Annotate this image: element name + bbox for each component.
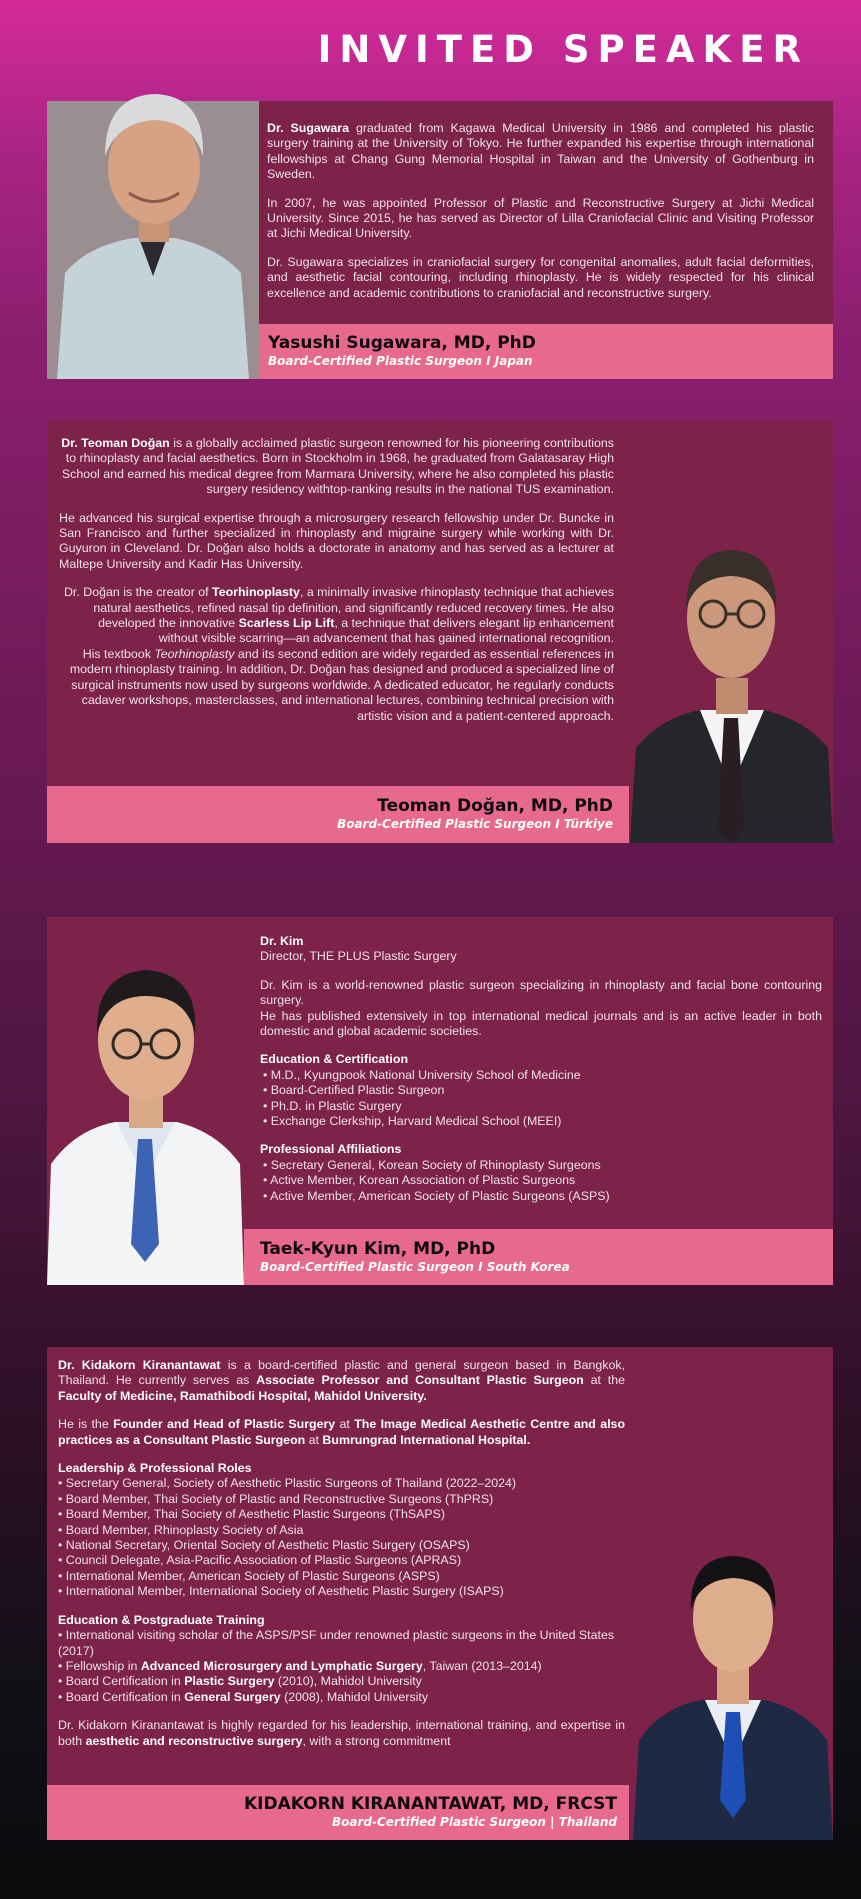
speaker-credential: Board-Certified Plastic Surgeon I Türkiye [337,817,613,831]
section-heading: Education & Postgraduate Training [58,1612,265,1627]
speaker-name: Taek-Kyun Kim, MD, PhD [260,1239,496,1259]
list-item: • Active Member, American Society of Plastic Surgeons (ASPS) [263,1189,822,1204]
list-item: • Board-Certified Plastic Surgeon [263,1083,822,1098]
bio-paragraph: In 2007, he was appointed Professor of Plastic and Reconstructive Surgery at Jichi Medical University. Since 2015, he has served as Director of Lilla Craniofacial Clinic and Visiting Professor at Jichi Medical University. [267,195,814,241]
list-item: • Board Member, Rhinoplasty Society of Asia [58,1523,625,1538]
education-list [260,1068,822,1130]
list-item: • Fellowship in Advanced Microsurgery and Lymphatic Surgery, Taiwan (2013–2014) [58,1659,625,1674]
list-item: • Board Member, Thai Society of Plastic and Reconstructive Surgeons (ThPRS) [58,1492,625,1507]
bio-paragraph: Dr. Kidakorn Kiranantawat is a board-certified plastic and general surgeon based in Bangkok, Thailand. He currently serves as Associate Professor and Consultant Plastic Surgeon at the Faculty of Medicine, Ramathibodi Hospital, Mahidol University. [58,1358,626,1403]
list-item: • Board Certification in General Surgery (2008), Mahidol University [58,1690,625,1705]
affiliation-list [260,1158,822,1204]
list-item: • Secretary General, Korean Society of Rhinoplasty Surgeons [263,1158,822,1173]
bio-paragraph: His textbook Teorhinoplasty and its second edition are widely regarded as essential references in modern rhinoplasty training. In addition, Dr. Doğan has designed and produced a specialized line of surgical instruments now used by surgeons worldwide. A dedicated educator, he regularly conducts cadaver workshops, masterclasses, and international lectures, combining technical precision with artistic vision and a patient-centered approach. [69,646,614,723]
list-item: • Exchange Clerkship, Harvard Medical School (MEEI) [263,1114,822,1129]
speaker-name: KIDAKORN KIRANANTAWAT, MD, FRCST [243,1794,617,1814]
speaker-photo-kim [47,944,244,1285]
speaker-bio-kim [260,934,822,1204]
section-heading: Professional Affiliations [260,1142,402,1157]
bio-paragraph: He advanced his surgical expertise through a microsurgery research fellowship under Dr. Buncke in San Francisco and further specialized in rhinoplasty and migraine surgery while working with Dr. Guyuron in Cleveland. Dr. Doğan also holds a doctorate in anatomy and has served as a lecturer at Maltepe University and Kadir Has University. [59,510,614,571]
bio-role: Director, THE PLUS Plastic Surgery [260,949,457,964]
speaker-name: Teoman Doğan, MD, PhD [377,796,613,816]
list-item: • Active Member, Korean Association of Plastic Surgeons [263,1173,822,1188]
speaker-credential: Board-Certified Plastic Surgeon | Thailand [332,1815,617,1829]
bio-paragraph: Dr. Sugawara graduated from Kagawa Medical University in 1986 and completed his plastic surgery training at the University of Tokyo. He further expanded his expertise through international fellowships at Chang Gung Memorial Hospital in Taiwan and the University of Gothenburg in Sweden. [267,121,815,182]
section-heading: Education & Certification [260,1052,409,1067]
list-item: • International Member, International Society of Aesthetic Plastic Surgery (ISAPS) [58,1584,625,1599]
bio-paragraph: Dr. Kidakorn Kiranantawat is highly regarded for his leadership, international training, and expertise in both aesthetic and reconstructive surgery, with a strong commitment [58,1718,625,1748]
list-item: • Secretary General, Society of Aesthetic Plastic Surgeons of Thailand (2022–2024) [58,1476,625,1491]
speaker-bio-kiranantawat [58,1358,625,1762]
section-heading: Leadership & Professional Roles [58,1461,252,1476]
speaker-credential: Board-Certified Plastic Surgeon I South Korea [260,1260,570,1274]
leadership-list [58,1476,625,1599]
bio-paragraph: Dr. Sugawara specializes in craniofacial surgery for congenital anomalies, adult facial deformities, and aesthetic facial contouring, including rhinoplasty. He is widely respected for his clinical excellence and academic contributions to craniofacial and reconstructive surgery. [267,254,814,300]
education-list [58,1628,625,1705]
list-item: • Council Delegate, Asia-Pacific Association of Plastic Surgeons (APRAS) [58,1553,625,1568]
list-item: • International visiting scholar of the ASPS/PSF under renowned plastic surgeons in the United States (2017) [58,1628,625,1659]
bio-paragraph: He is the Founder and Head of Plastic Surgery at The Image Medical Aesthetic Centre and also practices as a Consultant Plastic Surgeon at Bumrungrad International Hospital. [58,1417,626,1447]
list-item: • Board Member, Thai Society of Aesthetic Plastic Surgeons (ThSAPS) [58,1507,625,1522]
list-item: • Ph.D. in Plastic Surgery [263,1099,822,1114]
speaker-bio-sugawara [267,121,814,314]
speaker-photo-dogan [630,528,833,843]
list-item: • Board Certification in Plastic Surgery (2010), Mahidol University [58,1674,625,1689]
speaker-bio-dogan [59,436,614,737]
bio-heading: Dr. Kim [260,934,304,948]
bio-paragraph: Dr. Teoman Doğan is a globally acclaimed plastic surgeon renowned for his pioneering contributions to rhinoplasty and facial aesthetics. Born in Stockholm in 1968, he graduated from Galatasaray High School and earned his medical degree from Marmara University, where he also completed his plastic surgery residency withtop-ranking results in the national TUS examination. [61,436,614,497]
speaker-credential: Board-Certified Plastic Surgeon I Japan [268,354,533,368]
list-item: • National Secretary, Oriental Society of Aesthetic Plastic Surgery (OSAPS) [58,1538,625,1553]
bio-paragraph: He has published extensively in top international medical journals and is an active leader in both domestic and global academic societies. [260,1008,822,1039]
speaker-photo-sugawara [47,68,259,379]
speaker-name: Yasushi Sugawara, MD, PhD [268,333,536,353]
speaker-photo-kiranantawat [633,1540,833,1840]
bio-paragraph: Dr. Doğan is the creator of Teorhinoplasty, a minimally invasive rhinoplasty technique that achieves natural aesthetics, refined nasal tip definition, and significantly reduced recovery times. He also developed the innovative Scarless Lip Lift, a technique that delivers elegant lip enhancement without visible scarring—an advancement that has gained international recognition. [63,585,614,646]
list-item: • International Member, American Society of Plastic Surgeons (ASPS) [58,1569,625,1584]
bio-paragraph: Dr. Kim is a world-renowned plastic surgeon specializing in rhinoplasty and facial bone contouring surgery. [260,977,822,1008]
list-item: • M.D., Kyungpook National University School of Medicine [263,1068,822,1083]
page-title: INVITED SPEAKER [317,28,809,71]
